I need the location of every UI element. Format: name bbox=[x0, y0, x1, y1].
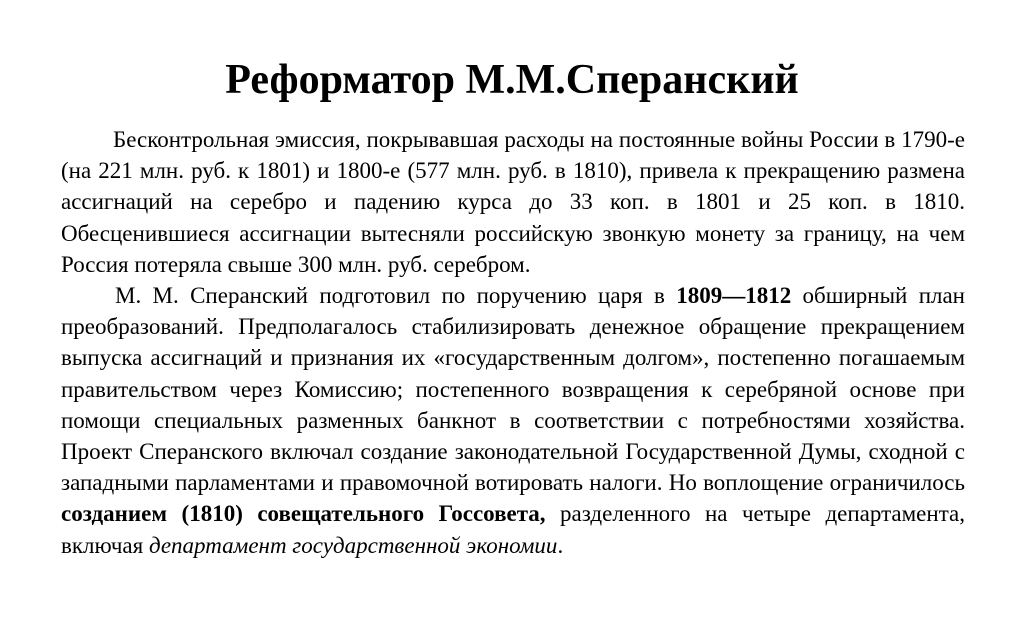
paragraph-text: М. М. Сперанский подготовил по поручению царя в bbox=[115, 283, 677, 309]
paragraph-end: . bbox=[557, 532, 564, 558]
state-council-creation: созданием (1810) совещательного Госсовета, bbox=[61, 501, 546, 527]
paragraph-text: обширный план преобразований. Предполагалось стабилизировать денежное обращение прекращением выпуска ассигнаций и признания их «государственным долгом», постепенно погашаемым правительством через Комиссию; постепенного возвращения к серебряной основе при помощи специальных разменных банкнот в соответствии с потребностями хозяйства. Проект Сперанского включал создание законодательной Государственной Думы, сходной с западными парламентами и правомочной вотировать налоги. Но воплощение ограничилось bbox=[61, 283, 965, 496]
economy-department: департамент государственной экономии bbox=[148, 532, 558, 558]
reform-years: 1809—1812 bbox=[676, 283, 792, 309]
paragraph-speransky-plan bbox=[61, 280, 965, 561]
slide-title: Реформатор М.М.Сперанский bbox=[225, 57, 799, 103]
paragraph-emission: Бесконтрольная эмиссия, покрывавшая расходы на постоянные войны России в 1790-е (на 221 млн. руб. к 1801) и 1800-е (577 млн. руб. в 1810), привела к прекращению размена ассигнаций на серебро и падению курса до 33 коп. в 1801 и 25 коп. в 1810. Обесценившиеся ассигнации вытесняли российскую звонкую монету за границу, на чем Россия потеряла свыше 300 млн. руб. серебром. bbox=[61, 127, 965, 277]
slide-body bbox=[61, 124, 965, 561]
paragraph-text: разделенного на четыре департамента, включая bbox=[61, 501, 965, 558]
